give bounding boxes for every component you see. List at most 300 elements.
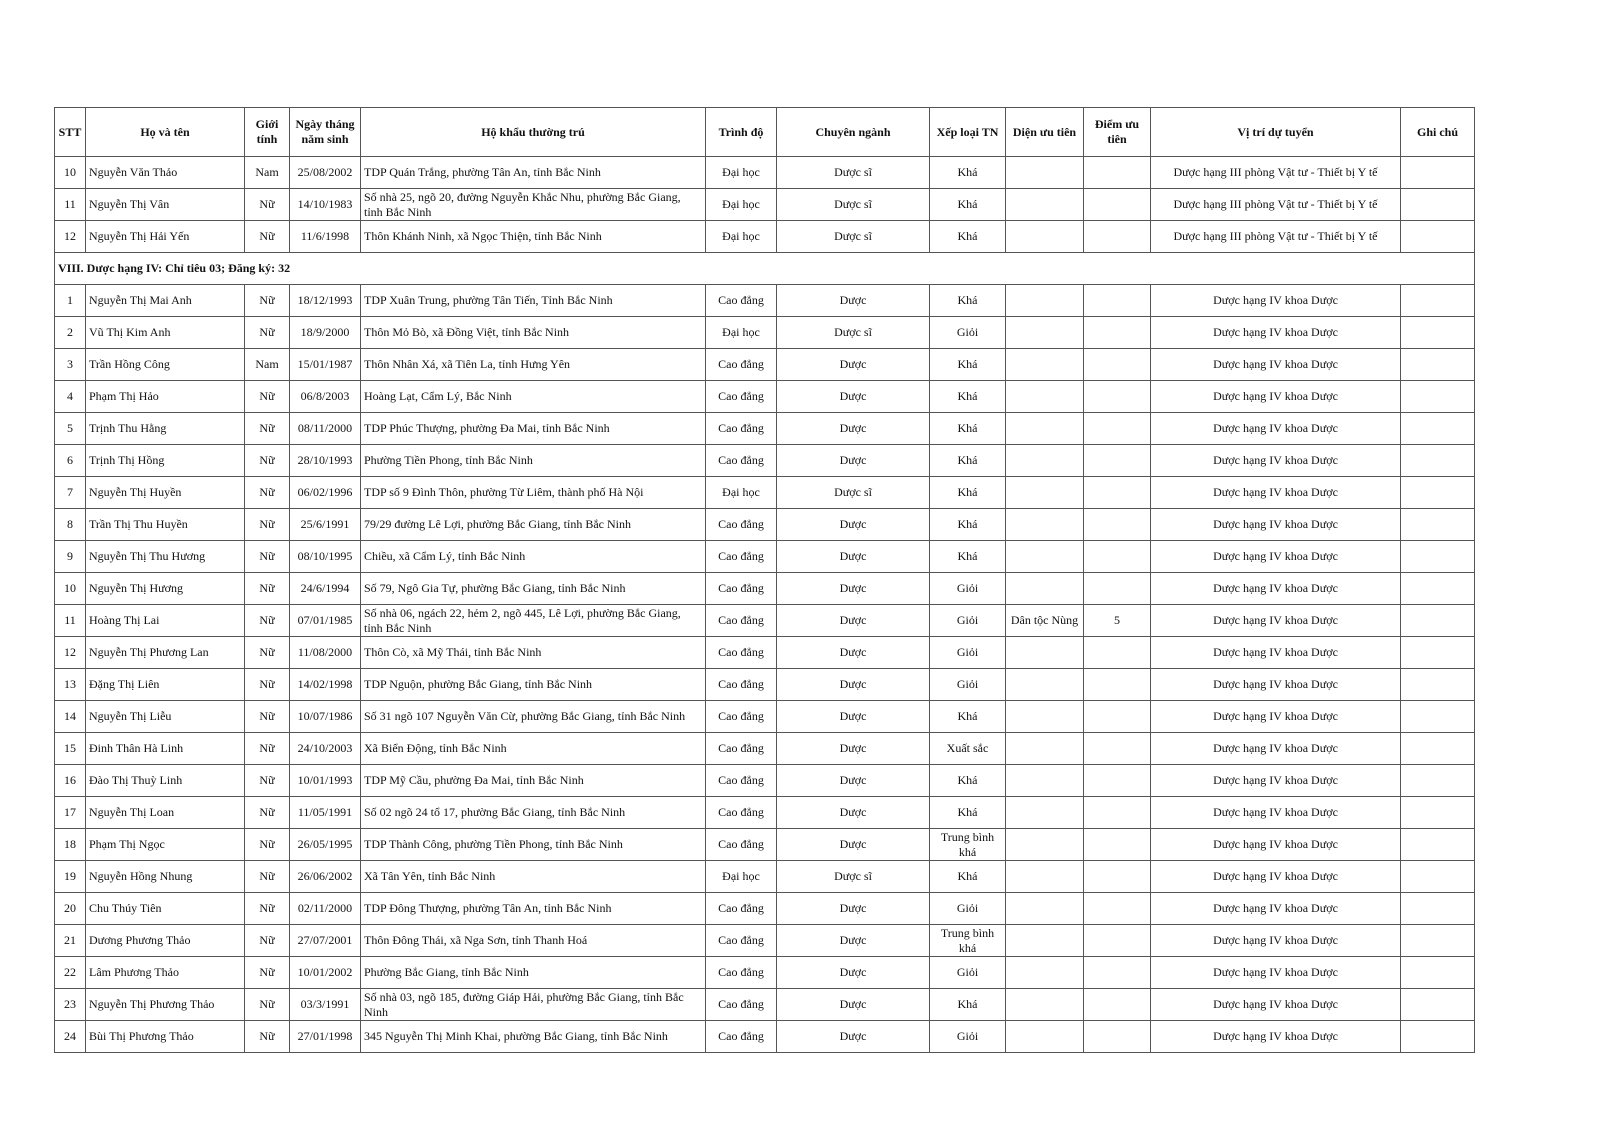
cell-major: Dược	[777, 605, 930, 637]
cell-level: Cao đẳng	[706, 285, 777, 317]
cell-address: Xã Tân Yên, tỉnh Bắc Ninh	[361, 861, 706, 893]
cell-address: TDP Thành Công, phường Tiền Phong, tỉnh Bắc Ninh	[361, 829, 706, 861]
cell-priority-points	[1084, 381, 1151, 413]
cell-dob: 06/8/2003	[290, 381, 361, 413]
cell-priority-points	[1084, 573, 1151, 605]
cell-priority-type	[1006, 509, 1084, 541]
cell-gender: Nữ	[245, 413, 290, 445]
cell-dob: 26/06/2002	[290, 861, 361, 893]
table-row	[55, 221, 1475, 253]
cell-priority-points	[1084, 445, 1151, 477]
cell-gender: Nam	[245, 157, 290, 189]
cell-dob: 28/10/1993	[290, 445, 361, 477]
cell-grade: Giỏi	[930, 605, 1006, 637]
cell-level: Cao đẳng	[706, 797, 777, 829]
cell-gender: Nữ	[245, 509, 290, 541]
cell-address: Xã Biển Động, tỉnh Bắc Ninh	[361, 733, 706, 765]
table-row	[55, 317, 1475, 349]
cell-notes	[1401, 797, 1475, 829]
cell-address: TDP Xuân Trung, phường Tân Tiến, Tỉnh Bắc Ninh	[361, 285, 706, 317]
cell-position: Dược hạng IV khoa Dược	[1151, 669, 1401, 701]
table-row	[55, 797, 1475, 829]
cell-priority-type	[1006, 381, 1084, 413]
cell-name: Nguyễn Thị Huyền	[86, 477, 245, 509]
table-row	[55, 349, 1475, 381]
table-row	[55, 637, 1475, 669]
cell-gender: Nữ	[245, 189, 290, 221]
cell-grade: Khá	[930, 157, 1006, 189]
cell-grade: Giỏi	[930, 669, 1006, 701]
cell-notes	[1401, 957, 1475, 989]
cell-notes	[1401, 605, 1475, 637]
cell-stt: 17	[55, 797, 86, 829]
cell-priority-points	[1084, 221, 1151, 253]
cell-priority-type	[1006, 221, 1084, 253]
col-header-priority-points: Điểm ưu tiên	[1084, 108, 1151, 157]
cell-position: Dược hạng IV khoa Dược	[1151, 701, 1401, 733]
cell-name: Trịnh Thị Hồng	[86, 445, 245, 477]
cell-level: Đại học	[706, 861, 777, 893]
cell-priority-points	[1084, 541, 1151, 573]
cell-major: Dược	[777, 957, 930, 989]
cell-gender: Nữ	[245, 445, 290, 477]
cell-grade: Khá	[930, 509, 1006, 541]
cell-position: Dược hạng IV khoa Dược	[1151, 317, 1401, 349]
cell-gender: Nữ	[245, 317, 290, 349]
cell-gender: Nữ	[245, 1021, 290, 1053]
cell-grade: Khá	[930, 413, 1006, 445]
cell-notes	[1401, 669, 1475, 701]
cell-level: Đại học	[706, 157, 777, 189]
cell-dob: 24/10/2003	[290, 733, 361, 765]
cell-position: Dược hạng IV khoa Dược	[1151, 573, 1401, 605]
cell-notes	[1401, 637, 1475, 669]
cell-address: 345 Nguyễn Thị Minh Khai, phường Bắc Giang, tỉnh Bắc Ninh	[361, 1021, 706, 1053]
cell-priority-points	[1084, 413, 1151, 445]
cell-level: Cao đẳng	[706, 445, 777, 477]
cell-priority-points	[1084, 861, 1151, 893]
cell-position: Dược hạng III phòng Vật tư - Thiết bị Y tế	[1151, 221, 1401, 253]
cell-level: Cao đẳng	[706, 573, 777, 605]
cell-notes	[1401, 893, 1475, 925]
cell-address: Số nhà 03, ngõ 185, đường Giáp Hải, phường Bắc Giang, tỉnh Bắc Ninh	[361, 989, 706, 1021]
cell-address: Số 79, Ngô Gia Tự, phường Bắc Giang, tỉnh Bắc Ninh	[361, 573, 706, 605]
table-row	[55, 509, 1475, 541]
cell-priority-type	[1006, 765, 1084, 797]
col-header-position: Vị trí dự tuyển	[1151, 108, 1401, 157]
col-header-stt: STT	[55, 108, 86, 157]
cell-priority-type	[1006, 989, 1084, 1021]
cell-address: TDP Mỹ Cầu, phường Đa Mai, tỉnh Bắc Ninh	[361, 765, 706, 797]
cell-position: Dược hạng IV khoa Dược	[1151, 413, 1401, 445]
cell-priority-points	[1084, 285, 1151, 317]
cell-gender: Nữ	[245, 637, 290, 669]
table-row	[55, 893, 1475, 925]
cell-priority-points	[1084, 1021, 1151, 1053]
cell-grade: Giỏi	[930, 1021, 1006, 1053]
cell-level: Cao đẳng	[706, 349, 777, 381]
cell-dob: 10/07/1986	[290, 701, 361, 733]
cell-priority-points	[1084, 893, 1151, 925]
cell-level: Cao đẳng	[706, 413, 777, 445]
cell-stt: 4	[55, 381, 86, 413]
cell-priority-type	[1006, 541, 1084, 573]
cell-name: Hoàng Thị Lai	[86, 605, 245, 637]
cell-dob: 02/11/2000	[290, 893, 361, 925]
cell-stt: 9	[55, 541, 86, 573]
cell-position: Dược hạng IV khoa Dược	[1151, 349, 1401, 381]
cell-major: Dược	[777, 541, 930, 573]
cell-notes	[1401, 189, 1475, 221]
cell-gender: Nữ	[245, 893, 290, 925]
cell-name: Nguyễn Thị Hương	[86, 573, 245, 605]
cell-notes	[1401, 381, 1475, 413]
cell-level: Đại học	[706, 477, 777, 509]
cell-stt: 22	[55, 957, 86, 989]
cell-gender: Nữ	[245, 573, 290, 605]
cell-address: Số 31 ngõ 107 Nguyễn Văn Cừ, phường Bắc Giang, tỉnh Bắc Ninh	[361, 701, 706, 733]
cell-dob: 26/05/1995	[290, 829, 361, 861]
cell-gender: Nữ	[245, 765, 290, 797]
table-row	[55, 189, 1475, 221]
cell-notes	[1401, 861, 1475, 893]
cell-major: Dược sĩ	[777, 861, 930, 893]
cell-grade: Khá	[930, 797, 1006, 829]
cell-stt: 7	[55, 477, 86, 509]
cell-priority-points	[1084, 509, 1151, 541]
cell-address: Thôn Cò, xã Mỹ Thái, tỉnh Bắc Ninh	[361, 637, 706, 669]
cell-level: Cao đẳng	[706, 925, 777, 957]
cell-notes	[1401, 285, 1475, 317]
table-row	[55, 733, 1475, 765]
cell-name: Trần Thị Thu Huyền	[86, 509, 245, 541]
cell-address: Số nhà 25, ngõ 20, đường Nguyễn Khắc Nhu, phường Bắc Giang, tỉnh Bắc Ninh	[361, 189, 706, 221]
cell-priority-type: Dân tộc Nùng	[1006, 605, 1084, 637]
cell-grade: Giỏi	[930, 893, 1006, 925]
cell-stt: 5	[55, 413, 86, 445]
cell-address: Phường Tiền Phong, tỉnh Bắc Ninh	[361, 445, 706, 477]
cell-gender: Nữ	[245, 957, 290, 989]
cell-name: Nguyễn Thị Phương Lan	[86, 637, 245, 669]
cell-level: Cao đẳng	[706, 765, 777, 797]
cell-notes	[1401, 765, 1475, 797]
cell-address: TDP Phúc Thượng, phường Đa Mai, tỉnh Bắc Ninh	[361, 413, 706, 445]
col-header-priority-type: Diện ưu tiên	[1006, 108, 1084, 157]
cell-level: Cao đẳng	[706, 541, 777, 573]
cell-stt: 11	[55, 605, 86, 637]
cell-notes	[1401, 989, 1475, 1021]
cell-grade: Khá	[930, 861, 1006, 893]
cell-dob: 25/08/2002	[290, 157, 361, 189]
cell-notes	[1401, 733, 1475, 765]
cell-stt: 2	[55, 317, 86, 349]
cell-gender: Nữ	[245, 861, 290, 893]
cell-stt: 8	[55, 509, 86, 541]
table-row	[55, 573, 1475, 605]
cell-priority-type	[1006, 861, 1084, 893]
cell-priority-points	[1084, 317, 1151, 349]
cell-address: Chiều, xã Cẩm Lý, tỉnh Bắc Ninh	[361, 541, 706, 573]
cell-name: Đinh Thân Hà Linh	[86, 733, 245, 765]
cell-major: Dược	[777, 349, 930, 381]
col-header-notes: Ghi chú	[1401, 108, 1475, 157]
cell-gender: Nữ	[245, 733, 290, 765]
table-row	[55, 829, 1475, 861]
cell-priority-type	[1006, 925, 1084, 957]
cell-dob: 11/08/2000	[290, 637, 361, 669]
cell-level: Cao đẳng	[706, 829, 777, 861]
cell-dob: 10/01/2002	[290, 957, 361, 989]
table-row	[55, 605, 1475, 637]
cell-position: Dược hạng IV khoa Dược	[1151, 605, 1401, 637]
cell-grade: Trung bình khá	[930, 925, 1006, 957]
cell-major: Dược	[777, 445, 930, 477]
cell-grade: Xuất sắc	[930, 733, 1006, 765]
cell-notes	[1401, 829, 1475, 861]
cell-priority-type	[1006, 701, 1084, 733]
cell-notes	[1401, 157, 1475, 189]
table-row	[55, 445, 1475, 477]
cell-position: Dược hạng IV khoa Dược	[1151, 477, 1401, 509]
cell-priority-points	[1084, 477, 1151, 509]
cell-notes	[1401, 701, 1475, 733]
cell-notes	[1401, 573, 1475, 605]
cell-priority-points	[1084, 829, 1151, 861]
col-header-address: Hộ khẩu thường trú	[361, 108, 706, 157]
cell-name: Nguyễn Thị Mai Anh	[86, 285, 245, 317]
cell-priority-points	[1084, 669, 1151, 701]
cell-dob: 08/11/2000	[290, 413, 361, 445]
cell-priority-type	[1006, 285, 1084, 317]
cell-priority-type	[1006, 733, 1084, 765]
cell-major: Dược	[777, 765, 930, 797]
cell-stt: 18	[55, 829, 86, 861]
cell-name: Trần Hồng Công	[86, 349, 245, 381]
section-row	[55, 253, 1475, 285]
cell-priority-type	[1006, 669, 1084, 701]
cell-priority-type	[1006, 573, 1084, 605]
col-header-dob: Ngày tháng năm sinh	[290, 108, 361, 157]
cell-dob: 14/02/1998	[290, 669, 361, 701]
section-title: VIII. Dược hạng IV: Chỉ tiêu 03; Đăng ký: 32	[55, 253, 1475, 285]
cell-dob: 18/9/2000	[290, 317, 361, 349]
cell-grade: Giỏi	[930, 637, 1006, 669]
cell-major: Dược	[777, 509, 930, 541]
cell-gender: Nữ	[245, 541, 290, 573]
cell-level: Cao đẳng	[706, 989, 777, 1021]
cell-priority-points: 5	[1084, 605, 1151, 637]
cell-priority-type	[1006, 413, 1084, 445]
cell-dob: 03/3/1991	[290, 989, 361, 1021]
cell-stt: 24	[55, 1021, 86, 1053]
cell-stt: 19	[55, 861, 86, 893]
cell-position: Dược hạng IV khoa Dược	[1151, 541, 1401, 573]
cell-name: Nguyễn Thị Hải Yến	[86, 221, 245, 253]
cell-stt: 10	[55, 573, 86, 605]
cell-priority-type	[1006, 1021, 1084, 1053]
cell-grade: Khá	[930, 541, 1006, 573]
cell-position: Dược hạng IV khoa Dược	[1151, 797, 1401, 829]
cell-address: 79/29 đường Lê Lợi, phường Bắc Giang, tỉnh Bắc Ninh	[361, 509, 706, 541]
cell-name: Đặng Thị Liên	[86, 669, 245, 701]
cell-gender: Nữ	[245, 381, 290, 413]
cell-notes	[1401, 349, 1475, 381]
cell-notes	[1401, 509, 1475, 541]
cell-gender: Nữ	[245, 669, 290, 701]
cell-priority-type	[1006, 189, 1084, 221]
cell-name: Nguyễn Thị Thu Hương	[86, 541, 245, 573]
cell-position: Dược hạng IV khoa Dược	[1151, 509, 1401, 541]
cell-gender: Nữ	[245, 605, 290, 637]
cell-dob: 07/01/1985	[290, 605, 361, 637]
cell-position: Dược hạng IV khoa Dược	[1151, 989, 1401, 1021]
cell-priority-type	[1006, 445, 1084, 477]
cell-level: Cao đẳng	[706, 701, 777, 733]
table-row	[55, 285, 1475, 317]
cell-gender: Nữ	[245, 477, 290, 509]
cell-grade: Khá	[930, 989, 1006, 1021]
cell-dob: 25/6/1991	[290, 509, 361, 541]
cell-priority-points	[1084, 765, 1151, 797]
cell-priority-type	[1006, 893, 1084, 925]
cell-priority-points	[1084, 157, 1151, 189]
table-row	[55, 541, 1475, 573]
cell-major: Dược sĩ	[777, 477, 930, 509]
table-row	[55, 669, 1475, 701]
cell-priority-type	[1006, 829, 1084, 861]
cell-name: Nguyễn Thị Loan	[86, 797, 245, 829]
table-body-after	[55, 285, 1475, 1053]
cell-priority-points	[1084, 957, 1151, 989]
cell-dob: 24/6/1994	[290, 573, 361, 605]
cell-name: Lâm Phương Thảo	[86, 957, 245, 989]
cell-priority-points	[1084, 349, 1151, 381]
cell-major: Dược	[777, 893, 930, 925]
col-header-level: Trình độ	[706, 108, 777, 157]
cell-priority-type	[1006, 317, 1084, 349]
cell-gender: Nữ	[245, 989, 290, 1021]
cell-stt: 16	[55, 765, 86, 797]
table-row	[55, 925, 1475, 957]
cell-position: Dược hạng IV khoa Dược	[1151, 893, 1401, 925]
cell-priority-type	[1006, 157, 1084, 189]
cell-position: Dược hạng IV khoa Dược	[1151, 829, 1401, 861]
cell-address: Số 02 ngõ 24 tổ 17, phường Bắc Giang, tỉnh Bắc Ninh	[361, 797, 706, 829]
table-row	[55, 701, 1475, 733]
cell-level: Cao đẳng	[706, 637, 777, 669]
cell-stt: 3	[55, 349, 86, 381]
table-body-before	[55, 157, 1475, 253]
cell-stt: 11	[55, 189, 86, 221]
cell-grade: Khá	[930, 285, 1006, 317]
cell-notes	[1401, 445, 1475, 477]
cell-major: Dược	[777, 829, 930, 861]
cell-stt: 14	[55, 701, 86, 733]
cell-name: Dương Phương Thảo	[86, 925, 245, 957]
table-row	[55, 861, 1475, 893]
cell-stt: 1	[55, 285, 86, 317]
cell-dob: 11/05/1991	[290, 797, 361, 829]
cell-dob: 27/07/2001	[290, 925, 361, 957]
cell-dob: 06/02/1996	[290, 477, 361, 509]
cell-dob: 11/6/1998	[290, 221, 361, 253]
cell-level: Đại học	[706, 317, 777, 349]
cell-major: Dược	[777, 413, 930, 445]
cell-stt: 23	[55, 989, 86, 1021]
cell-priority-points	[1084, 797, 1151, 829]
cell-grade: Khá	[930, 445, 1006, 477]
cell-gender: Nữ	[245, 701, 290, 733]
cell-stt: 12	[55, 637, 86, 669]
cell-name: Nguyễn Thị Vân	[86, 189, 245, 221]
cell-address: Hoàng Lạt, Cẩm Lý, Bắc Ninh	[361, 381, 706, 413]
cell-major: Dược sĩ	[777, 157, 930, 189]
cell-address: Thôn Khánh Ninh, xã Ngọc Thiện, tỉnh Bắc Ninh	[361, 221, 706, 253]
cell-major: Dược	[777, 669, 930, 701]
cell-major: Dược	[777, 573, 930, 605]
cell-stt: 10	[55, 157, 86, 189]
table-row	[55, 477, 1475, 509]
cell-gender: Nữ	[245, 797, 290, 829]
cell-grade: Khá	[930, 477, 1006, 509]
cell-grade: Khá	[930, 765, 1006, 797]
cell-major: Dược	[777, 701, 930, 733]
cell-name: Vũ Thị Kim Anh	[86, 317, 245, 349]
cell-gender: Nữ	[245, 925, 290, 957]
cell-priority-type	[1006, 637, 1084, 669]
cell-major: Dược	[777, 925, 930, 957]
cell-level: Cao đẳng	[706, 733, 777, 765]
cell-address: Thôn Nhân Xá, xã Tiên La, tỉnh Hưng Yên	[361, 349, 706, 381]
cell-name: Bùi Thị Phương Thảo	[86, 1021, 245, 1053]
table-row	[55, 413, 1475, 445]
cell-position: Dược hạng IV khoa Dược	[1151, 765, 1401, 797]
cell-name: Đào Thị Thuỳ Linh	[86, 765, 245, 797]
cell-level: Đại học	[706, 189, 777, 221]
cell-name: Phạm Thị Ngọc	[86, 829, 245, 861]
cell-priority-points	[1084, 189, 1151, 221]
cell-position: Dược hạng IV khoa Dược	[1151, 861, 1401, 893]
cell-notes	[1401, 413, 1475, 445]
cell-level: Cao đẳng	[706, 605, 777, 637]
cell-grade: Khá	[930, 221, 1006, 253]
cell-priority-points	[1084, 701, 1151, 733]
cell-notes	[1401, 477, 1475, 509]
cell-priority-points	[1084, 989, 1151, 1021]
table-row	[55, 989, 1475, 1021]
cell-notes	[1401, 221, 1475, 253]
cell-grade: Khá	[930, 701, 1006, 733]
cell-major: Dược	[777, 285, 930, 317]
cell-stt: 12	[55, 221, 86, 253]
cell-grade: Giỏi	[930, 957, 1006, 989]
cell-major: Dược sĩ	[777, 189, 930, 221]
cell-stt: 20	[55, 893, 86, 925]
cell-level: Đại học	[706, 221, 777, 253]
cell-major: Dược sĩ	[777, 221, 930, 253]
table-row	[55, 157, 1475, 189]
cell-notes	[1401, 317, 1475, 349]
cell-dob: 14/10/1983	[290, 189, 361, 221]
cell-position: Dược hạng IV khoa Dược	[1151, 637, 1401, 669]
cell-name: Nguyễn Văn Thảo	[86, 157, 245, 189]
cell-stt: 6	[55, 445, 86, 477]
cell-level: Cao đẳng	[706, 381, 777, 413]
col-header-gender: Giới tính	[245, 108, 290, 157]
cell-gender: Nữ	[245, 829, 290, 861]
cell-address: Thôn Đông Thái, xã Nga Sơn, tỉnh Thanh Hoá	[361, 925, 706, 957]
cell-dob: 18/12/1993	[290, 285, 361, 317]
